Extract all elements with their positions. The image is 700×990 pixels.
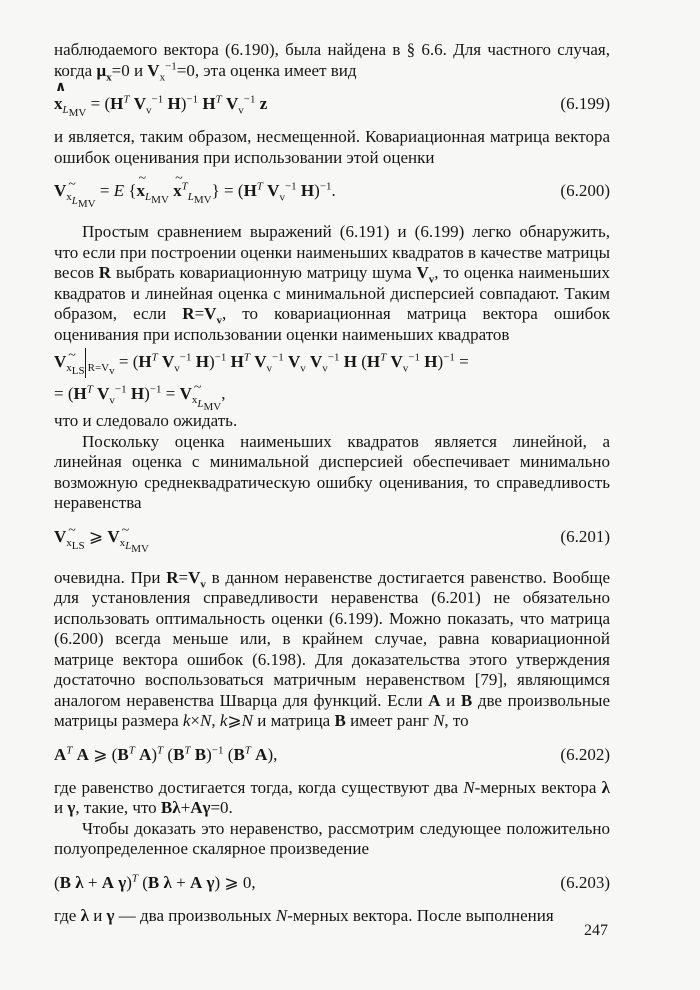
equation-number-6-203: (6.203) [560, 872, 610, 892]
paragraph-1: наблюдаемого вектора (6.190), была найдена в § 6.6. Для частного случая, когда $\mu_x=0$ и $V_x^{-1}=0$, эта оценка имеет вид [54, 40, 610, 83]
equation-6-203: (B λ + A γ)$^T$ (B λ + A γ) ⩾ 0, (6.203) [54, 862, 610, 904]
equation-6-199: ∧ $x_{L_{MV}} = (H^T$ $V_v^{-1}$ H)$^{-1}$ $H^T$ $V_v^{-1}$ z (6.199) [54, 83, 610, 125]
equation-6-201: $V_{x_{LS}}$ ⩾ $V_{x_{L_{MV}}}$ (6.201) [54, 516, 610, 558]
page-content [54, 40, 610, 926]
paragraph-7: где равенство достигается тогда, когда существуют два N-мерных вектора λ и γ, такие, что Bλ+Aγ=0. [54, 777, 610, 817]
page-number: 247 [584, 922, 608, 939]
paragraph-3: Простым сравнением выражений (6.191) и (6.199) легко обнаружить, что если при построении оценки наименьших квадратов в качестве матрицы весов R выбрать ковариационную матрицу шума $V_v$, то оценка наименьших квадратов и линейная оценка с минимальной дисперсией совпадают. Таким образом, если $R=V_v$, то ковариационная матрица вектора ошибок оценивания при использовании оценки наименьших квадратов [54, 222, 611, 344]
equation-ls-2: = ($H^T$ $V_v^{-1}$ $H)^{-1} = V_{x_{L_{MV}}}$, [54, 383, 226, 413]
paragraph-5: Поскольку оценка наименьших квадратов является линейной, а линейная оценка с минимальной дисперсией обеспечивает минимально возможную среднеквадратическую ошибку оценивания, то справедливость неравенства [54, 431, 610, 512]
equation-number-6-202: (6.202) [560, 744, 610, 764]
equation-number-6-199: (6.199) [560, 94, 610, 113]
paragraph-6: очевидна. При $R=V_v$ в данном неравенстве достигается равенство. Вообще для установления справедливости неравенства (6.201) не обязательно использовать оптимальность оценки (6.199). Можно показать, что матрица (6.200) всегда меньше или, в крайнем случае, равна ковариационной матрице вектора ошибок (6.198). Для доказательства этого утверждения достаточно воспользоваться матричным неравенством [79], являющимся аналогом неравенства Шварца для функций. Если A и B две произвольные матрицы размера k×N, k⩾N и матрица B имеет ранг N, то [54, 567, 610, 730]
paragraph-4: что и следовало ожидать. [54, 411, 238, 430]
equation-ls-1: $V_{x_{LS}}$ $R=V_v = (H^T$ $V_v^{-1}$ H)$^{-1}$ $H^T$ $V_v^{-1}$ $V_v$ $V_v^{-1}$ H ($H^T$ $V_v^{-1}$ H)$^{-1}$ = [54, 347, 610, 377]
equation-6-202: $A^T$ A ⩾ ($B^T$ A)$^T$ ($B^T$ B)$^{-1}$ ($B^T$ A), (6.202) [54, 734, 610, 776]
equation-number-6-201: (6.201) [560, 526, 610, 546]
paragraph-9: где λ и γ — два произвольных N-мерных вектора. После выполнения [54, 905, 554, 925]
paragraph-2: и является, таким образом, несмещенной. Ковариационная матрица вектора ошибок оценивания при использовании этой оценки [54, 127, 610, 167]
paragraph-8: Чтобы доказать это неравенство, рассмотрим следующее положительно полуопределенное скалярное произведение [54, 818, 610, 858]
equation-number-6-200: (6.200) [560, 181, 610, 200]
equation-6-200: $V_{x_{L_{MV}}} = E$ {~ $x_{L_{MV}}$ ~ $x^T_{L_{MV}}\} = (H^T$ $V_v^{-1}$ H)$^{-1}$. (6.200) [54, 170, 610, 212]
